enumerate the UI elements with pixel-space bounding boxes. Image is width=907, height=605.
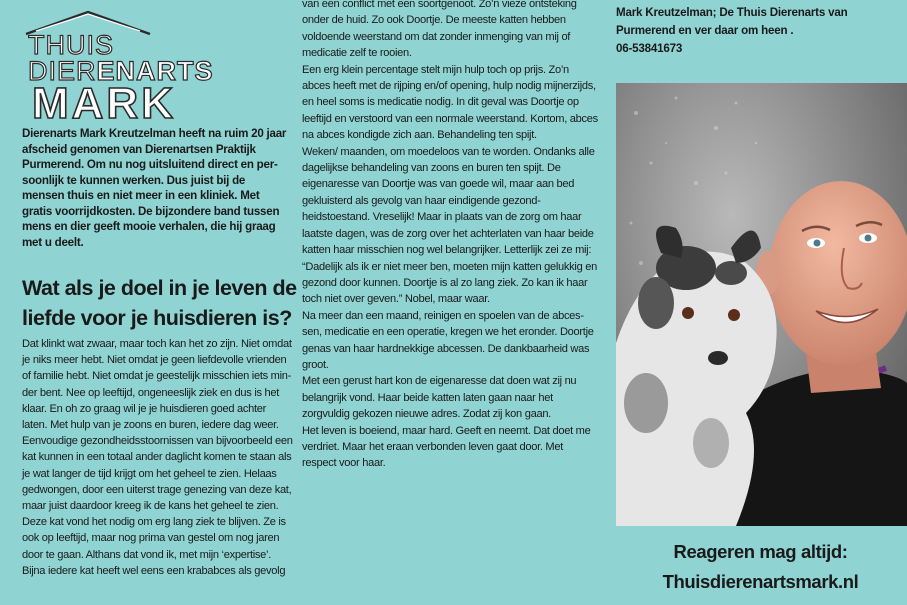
body-paragraph: Dat klinkt wat zwaar, maar toch kan het zo zijn. Niet omdat je niks meer hebt. Niet omdat je geen liefdevolle vrienden of familie hebt. Niet omdat je geestelijk misschien iets minder bent. Nee op leeftijd, ongeneeslijk ziek en dus is het klaar. En oh zo graag wil je je huisdieren goed achter laten. Met hulp van je zoons en buren, iedere dag weer. xyxy=(22,338,292,432)
logo-word-dier: DIER xyxy=(28,56,97,86)
intro-paragraph: Dierenarts Mark Kreutzelman heeft na ruim 20 jaar afscheid genomen van Dierenartsen Praktijk Purmerend. Om nu nog uitsluitend direct en persoonlijk te kunnen werken. Dus juist bij de mensen thuis en niet meer in een kliniek. Met gratis voorrijdkosten. De bijzondere band tussen mens en dier geeft mooie verhalen, die hij graag met u deelt. xyxy=(22,127,287,249)
vet-and-dog-illustration xyxy=(616,83,907,526)
photo-vet-with-dog xyxy=(616,83,907,526)
body-paragraph: van een conflict met een soortgenoot. Zo’n vieze ontsteking onder de huid. Zo ook Doortje. De meeste katten hebben voldoende weerstand om dat zonder inmenging van mij of medicatie zelf te rooien. xyxy=(302,0,577,60)
website-link[interactable]: Thuisdierenartsmark.nl xyxy=(662,571,859,592)
thuis-dierenarts-mark-logo xyxy=(22,10,227,128)
body-paragraph: Het leven is boeiend, maar hard. Geeft en neemt. Dat doet me verdriet. Maar het eraan verbonden leven gaat door. Met respect voor haar. xyxy=(302,424,591,470)
body-paragraph: Na meer dan een maand, reinigen en spoelen van de abcessen, medicatie en een operatie, kregen we het eronder. Doortje genas van haar hardnekkige abcessen. De dankbaarheid was groot. xyxy=(302,309,594,371)
logo-word-thuis: THUIS xyxy=(28,30,114,60)
body-column-middle xyxy=(302,0,598,472)
cta-line: Reageren mag altijd: xyxy=(673,541,848,562)
logo-word-enarts: ENARTS xyxy=(96,56,214,86)
article-headline: Wat als je doel in je leven de liefde voor je huisdieren is? xyxy=(22,276,297,330)
body-paragraph: Een erg klein percentage stelt mijn hulp toch op prijs. Zo’n abces heeft met de rijping en/of opening, hulp nodig mijnerzijds, en heel soms is medicatie nodig. In dit geval was Doortje op leeftijd en verstoord van een normale weerstand. Kortom, abces na abces kondigde zich aan. Behandeling ten spijt. xyxy=(302,63,598,142)
call-to-action xyxy=(614,537,907,597)
body-paragraph: Eenvoudige gezondheidsstoornissen van bijvoorbeeld een kat kunnen in een totaal ander daglicht komen te staan als je wat langer de tijd krijgt om het geheel te zien. Helaas gedwongen, door een uiterst trage genezing van deze kat, maar juist daardoor kreeg ik de kans het geheel te zien. Deze kat vond het nodig om erg lang ziek te blijven. Ze is ook op leeftijd, maar nog prima van gestel om nog jaren door te gaan. Althans dat vond ik, met mijn ‘expertise’. xyxy=(22,435,293,561)
body-paragraph: Weken/ maanden, om moedeloos van te worden. Ondanks alle dagelijkse behandeling van zoons en buren ten spijt. De eigenaresse van Doortje was van goede wil, maar aan bed gekluisterd als gevolg van haar eindigende gezondheidstoestand. Vreselijk! Maar in plaats van de zorg om haar laatste dagen, was de zorg over het achterlaten van haar beide katten haar misschien nog wel belangrijker. Letterlijk zei ze mij: “Dadelijk als ik er niet meer ben, moeten mijn katten gelukkig en gezond door kunnen. Doortje is al zo lang ziek. Zo kan ik haar toch niet over geven.” Nobel, maar waar. xyxy=(302,145,597,306)
contact-area-line: Purmerend en ver daar om heen . xyxy=(616,24,794,37)
logo-word-mark: MARK xyxy=(32,79,176,128)
body-column-left xyxy=(22,336,294,579)
body-paragraph: Met een gerust hart kon de eigenaresse dat doen wat zij nu belangrijk vond. Haar beide katten laten gaan naar het zorgvuldig gekozen nieuwe adres. Zodat zij kon gaan. xyxy=(302,375,577,421)
contact-phone: 06-53841673 xyxy=(616,42,683,55)
contact-name-line: Mark Kreutzelman; De Thuis Dierenarts van xyxy=(616,6,848,19)
contact-block xyxy=(616,4,901,58)
body-paragraph: Bijna iedere kat heeft wel eens een krababces als gevolg xyxy=(22,564,286,577)
